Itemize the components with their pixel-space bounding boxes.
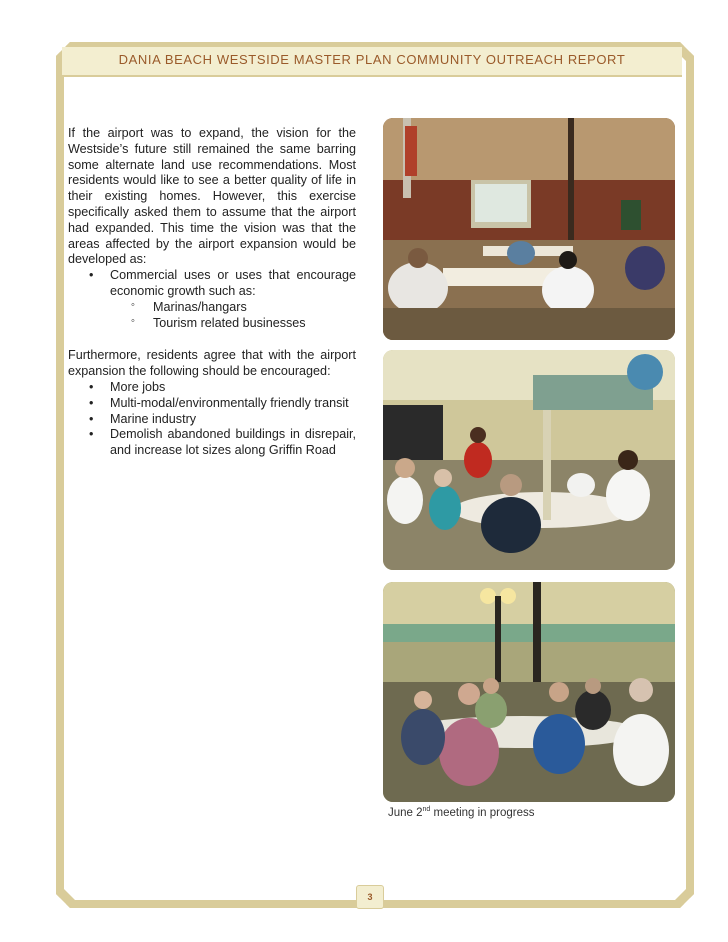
list-item	[68, 268, 356, 300]
encourage-paragraph: Furthermore, residents agree that with the airport expansion the following should be encouraged:	[68, 348, 356, 379]
report-title: DANIA BEACH WESTSIDE MASTER PLAN COMMUNITY OUTREACH REPORT	[118, 52, 626, 67]
meeting-photo-3-image	[383, 582, 675, 802]
list-item-text: More jobs	[110, 379, 166, 394]
sub-list-item-text: Tourism related businesses	[153, 315, 306, 330]
caption-text: June 2	[388, 806, 423, 819]
list-item	[68, 380, 356, 396]
sub-list-item	[68, 300, 356, 316]
meeting-photo-3	[383, 582, 675, 802]
sub-list-item	[68, 316, 356, 332]
bullet-icon: •	[89, 268, 94, 283]
bullet-icon: •	[89, 411, 94, 426]
bullet-icon: •	[89, 395, 94, 410]
intro-paragraph: If the airport was to expand, the vision for the Westside’s future still remained the same barring some alternate land use recommendations. Most residents would like to see a better quality of life in their existing homes. However, this exercise specifically asked them to assume that the airport had expanded. This time the vision was that the areas affected by the airport expansion would be developed as:	[68, 126, 356, 267]
circle-bullet-icon: ◦	[131, 314, 135, 327]
meeting-photo-2	[383, 350, 675, 570]
meeting-photo-2-image	[383, 350, 675, 570]
list-item-text: Demolish abandoned buildings in disrepair, and increase lot sizes along Griffin Road	[110, 427, 356, 458]
sub-list-item-text: Marinas/hangars	[153, 299, 247, 314]
development-list	[68, 268, 356, 300]
meeting-photo-1	[383, 118, 675, 340]
circle-bullet-icon: ◦	[131, 298, 135, 311]
meeting-photo-1-image	[383, 118, 675, 340]
bullet-icon: •	[89, 379, 94, 394]
list-item-text: Marine industry	[110, 411, 197, 426]
page-number: 3	[356, 885, 384, 909]
list-item	[68, 412, 356, 428]
body-text-column	[68, 126, 356, 459]
photo-caption	[388, 806, 535, 819]
list-item	[68, 396, 356, 412]
encourage-list	[68, 380, 356, 459]
sub-list	[68, 300, 356, 332]
caption-superscript: nd	[422, 806, 431, 813]
list-item-text: Multi-modal/environmentally friendly transit	[110, 395, 349, 410]
bullet-icon: •	[89, 427, 94, 442]
list-item-text: Commercial uses or uses that encourage economic growth such as:	[110, 268, 356, 298]
caption-text-suffix: meeting in progress	[430, 806, 535, 819]
list-item	[68, 427, 356, 459]
